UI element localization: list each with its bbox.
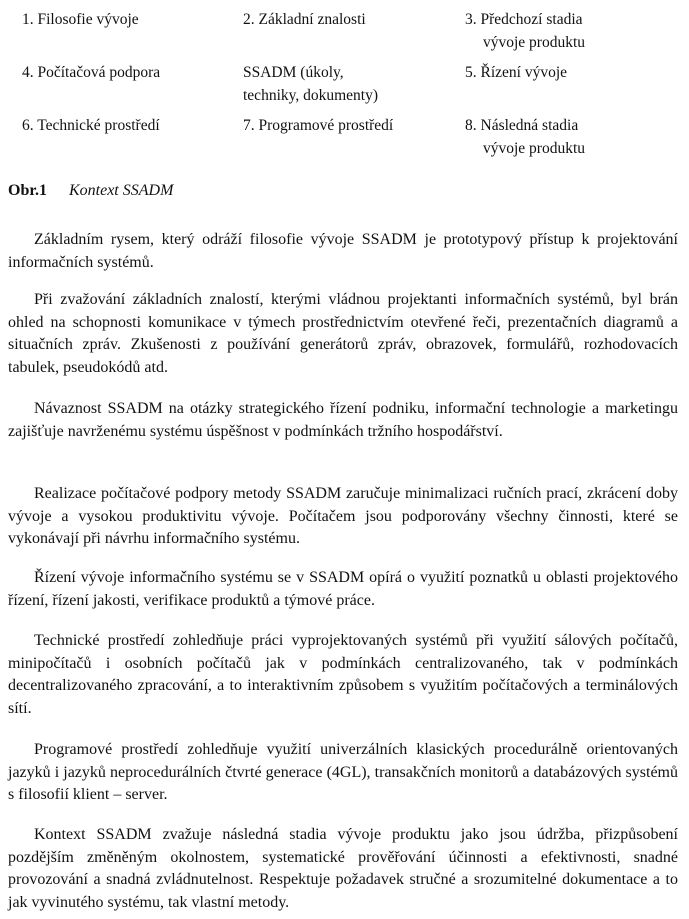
figure-item-8: 8. Následná stadia vývoje produktu <box>465 117 586 157</box>
caption-title: Kontext SSADM <box>68 182 174 199</box>
figure-item-3: 3. Předchozí stadia vývoje produktu <box>465 11 586 51</box>
paragraph-4: Realizace počítačové podpory metody SSADM zaručuje minimalizaci ručních prací, zkrácení doby vývoje a vysokou produktivitu vývoje. Počítačem jsou podporovány všechny činnosti, které se vykonávají při návrhu informačního systému. <box>8 485 678 547</box>
figure-caption <box>8 182 173 200</box>
paragraph-7: Programové prostředí zohledňuje využití univerzálních klasických procedurálně orientovaných jazyků i jazyků neprocedurálních čtvrté generace (4GL), transakčních monitorů a databázových systémů s filosofií klient – server. <box>8 741 678 803</box>
figure-item-1: 1. Filosofie vývoje <box>22 11 139 28</box>
paragraph-2: Při zvažování základních znalostí, kterými vládnou projektanti informačních systémů, byl brán ohled na schopnosti komunikace v týmech prostřednictvím otevřené řeči, prezentačních diagramů a situačních zpráv. Zkušenosti z používání generátorů zpráv, obrazovek, formulářů, rozhodovacích tabulek, pseudokódů atd. <box>8 291 678 376</box>
paragraph-6: Technické prostředí zohledňuje práci vyprojektovaných systémů při využití sálových počítačů, minipočítačů i osobních počítačů jak v podmínkách centralizovaného, tak v podmínkách decentralizovaného zpracování, a to interaktivním způsobem s využitím počítačových a terminálových sítí. <box>8 632 678 717</box>
paragraph-8: Kontext SSADM zvažuje následná stadia vývoje produktu jako jsou údržba, přizpůsobení pozdějším změněným okolnostem, systematické prověřování účinnosti a efektivnosti, snadné provozování a snadná zvládnutelnost. Respektuje požadavek stručné a srozumitelné dokumentace a to jak vyvinutého systému, tak vlastní metody. <box>8 826 678 911</box>
paragraph-3: Návaznost SSADM na otázky strategického řízení podniku, informační technologie a marketingu zajišťuje navrženému systému úspěšnost v podmínkách tržního hospodářství. <box>8 400 678 440</box>
figure-item-center: SSADM (úkoly, techniky, dokumenty) <box>243 64 379 104</box>
paragraph-1: Základním rysem, který odráží filosofie vývoje SSADM je prototypový přístup k projektování informačních systémů. <box>8 231 678 271</box>
figure-item-2: 2. Základní znalosti <box>243 11 366 28</box>
paragraph-5: Řízení vývoje informačního systému se v SSADM opírá o využití poznatků u oblasti projektového řízení, řízení jakosti, verifikace produktů a týmové práce. <box>8 569 678 609</box>
figure-item-6: 6. Technické prostředí <box>22 117 160 134</box>
figure-item-7: 7. Programové prostředí <box>243 117 394 134</box>
figure-item-5: 5. Řízení vývoje <box>465 64 568 81</box>
figure-item-4: 4. Počítačová podpora <box>22 64 161 81</box>
caption-number: Obr.1 <box>8 182 47 199</box>
